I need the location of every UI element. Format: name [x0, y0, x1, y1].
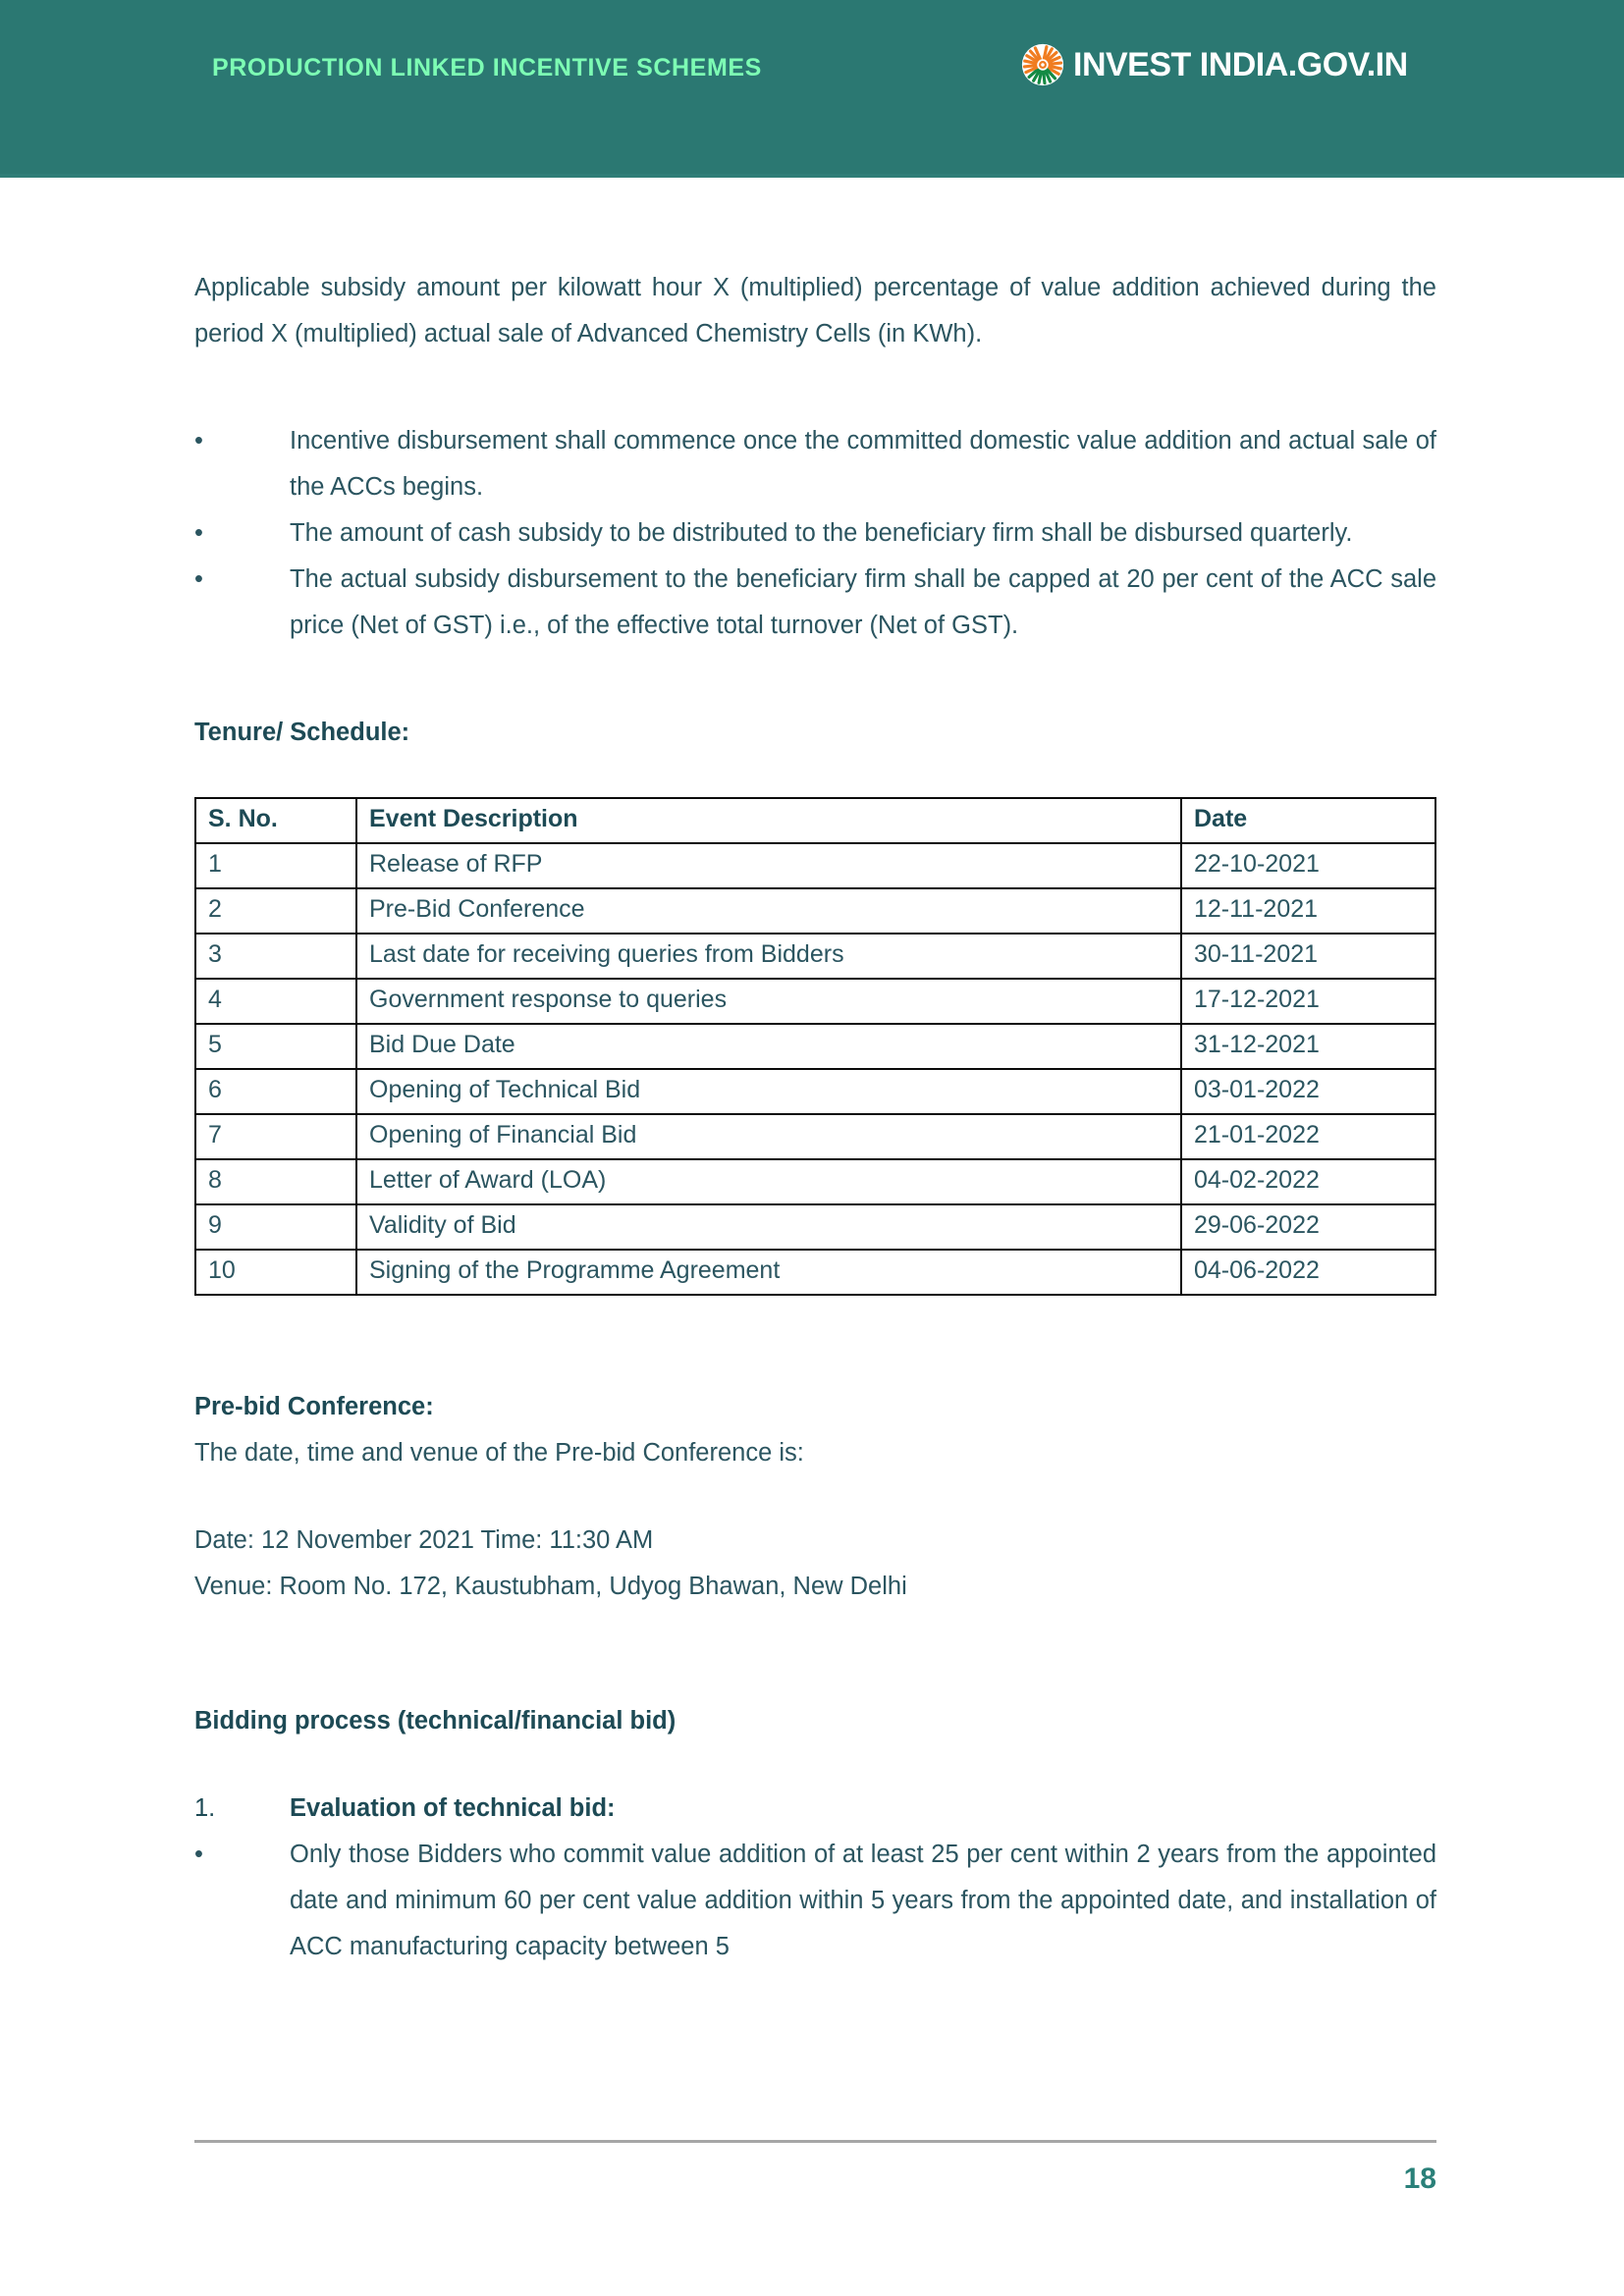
- table-row: [195, 888, 1435, 934]
- table-header-row: [195, 798, 1435, 843]
- bidding-process-heading: Bidding process (technical/financial bid): [194, 1707, 677, 1735]
- table-row: [195, 1250, 1435, 1295]
- table-row: [195, 1114, 1435, 1159]
- bullet-marker-icon: •: [194, 565, 203, 593]
- cell-date: 31-12-2021: [1181, 1024, 1435, 1069]
- table-header-cell-sno: S. No.: [195, 798, 356, 843]
- prebid-venue-line: Venue: Room No. 172, Kaustubham, Udyog Bhawan, New Delhi: [194, 1573, 907, 1600]
- table-row: [195, 979, 1435, 1024]
- table-row: [195, 1204, 1435, 1250]
- cell-desc: Pre-Bid Conference: [356, 888, 1181, 934]
- prebid-intro-text: The date, time and venue of the Pre-bid Conference is:: [194, 1439, 804, 1467]
- cell-sno: 5: [195, 1024, 356, 1069]
- cell-desc: Release of RFP: [356, 843, 1181, 888]
- document-content: [194, 265, 1436, 1970]
- bullet-item: [194, 557, 1436, 649]
- table-row: [195, 1159, 1435, 1204]
- numbered-marker: 1.: [194, 1794, 216, 1822]
- tenure-schedule-heading: Tenure/ Schedule:: [194, 719, 410, 746]
- cell-date: 21-01-2022: [1181, 1114, 1435, 1159]
- table-header-cell-desc: Event Description: [356, 798, 1181, 843]
- cell-sno: 1: [195, 843, 356, 888]
- bullet-text: The amount of cash subsidy to be distributed to the beneficiary firm shall be disbursed quarterly.: [290, 519, 1353, 547]
- cell-date: 04-06-2022: [1181, 1250, 1435, 1295]
- numbered-list-item: [194, 1786, 1436, 1832]
- bullet-text: The actual subsidy disbursement to the beneficiary firm shall be capped at 20 per cent of the ACC sale price (Net of GST) i.e., of the effective total turnover (Net of GST).: [290, 565, 1436, 639]
- bullet-marker-icon: •: [194, 427, 203, 454]
- spacer: [194, 756, 1436, 797]
- spacer: [194, 649, 1436, 710]
- cell-date: 04-02-2022: [1181, 1159, 1435, 1204]
- cell-desc: Signing of the Programme Agreement: [356, 1250, 1181, 1295]
- table-header-cell-date: Date: [1181, 798, 1435, 843]
- cell-date: 22-10-2021: [1181, 843, 1435, 888]
- cell-date: 29-06-2022: [1181, 1204, 1435, 1250]
- bullet-item: [194, 418, 1436, 510]
- bullet-item: [194, 510, 1436, 557]
- cell-desc: Opening of Technical Bid: [356, 1069, 1181, 1114]
- cell-desc: Letter of Award (LOA): [356, 1159, 1181, 1204]
- spacer: [194, 1296, 1436, 1384]
- chakra-wheel-icon: [1021, 43, 1064, 86]
- cell-sno: 8: [195, 1159, 356, 1204]
- spacer: [194, 1476, 1436, 1518]
- spacer: [194, 1610, 1436, 1698]
- table-row: [195, 934, 1435, 979]
- cell-sno: 6: [195, 1069, 356, 1114]
- cell-date: 17-12-2021: [1181, 979, 1435, 1024]
- cell-date: 30-11-2021: [1181, 934, 1435, 979]
- schedule-table: [194, 797, 1436, 1296]
- cell-desc: Validity of Bid: [356, 1204, 1181, 1250]
- cell-desc: Opening of Financial Bid: [356, 1114, 1181, 1159]
- cell-sno: 2: [195, 888, 356, 934]
- cell-date: 12-11-2021: [1181, 888, 1435, 934]
- brand-wordmark: INVEST INDIA.GOV.IN: [1073, 46, 1408, 83]
- footer-divider: [194, 2140, 1436, 2143]
- page-number: 18: [1403, 2163, 1436, 2195]
- cell-desc: Last date for receiving queries from Bidders: [356, 934, 1181, 979]
- cell-sno: 3: [195, 934, 356, 979]
- table-row: [195, 1024, 1435, 1069]
- page-header-band: [0, 0, 1624, 178]
- cell-sno: 9: [195, 1204, 356, 1250]
- cell-sno: 10: [195, 1250, 356, 1295]
- cell-desc: Bid Due Date: [356, 1024, 1181, 1069]
- prebid-date-line: Date: 12 November 2021 Time: 11:30 AM: [194, 1526, 654, 1554]
- page-title: PRODUCTION LINKED INCENTIVE SCHEMES: [212, 54, 762, 81]
- intro-paragraph: Applicable subsidy amount per kilowatt hour X (multiplied) percentage of value addition achieved during the period X (multiplied) actual sale of Advanced Chemistry Cells (in KWh).: [194, 274, 1436, 347]
- table-row: [195, 1069, 1435, 1114]
- prebid-conference-heading: Pre-bid Conference:: [194, 1393, 434, 1420]
- spacer: [194, 357, 1436, 418]
- bullet-item: [194, 1832, 1436, 1970]
- cell-sno: 4: [195, 979, 356, 1024]
- invest-india-logo: [1021, 43, 1408, 86]
- spacer: [194, 1744, 1436, 1786]
- cell-date: 03-01-2022: [1181, 1069, 1435, 1114]
- table-row: [195, 843, 1435, 888]
- numbered-text: Evaluation of technical bid:: [290, 1794, 616, 1822]
- bullet-marker-icon: •: [194, 1841, 203, 1868]
- bullet-marker-icon: •: [194, 519, 203, 547]
- cell-sno: 7: [195, 1114, 356, 1159]
- bullet-text: Incentive disbursement shall commence once the committed domestic value addition and actual sale of the ACCs begins.: [290, 427, 1436, 501]
- bullet-text: Only those Bidders who commit value addition of at least 25 per cent within 2 years from the appointed date and minimum 60 per cent value addition within 5 years from the appointed date, and installation of ACC manufacturing capacity between 5: [290, 1841, 1436, 1960]
- cell-desc: Government response to queries: [356, 979, 1181, 1024]
